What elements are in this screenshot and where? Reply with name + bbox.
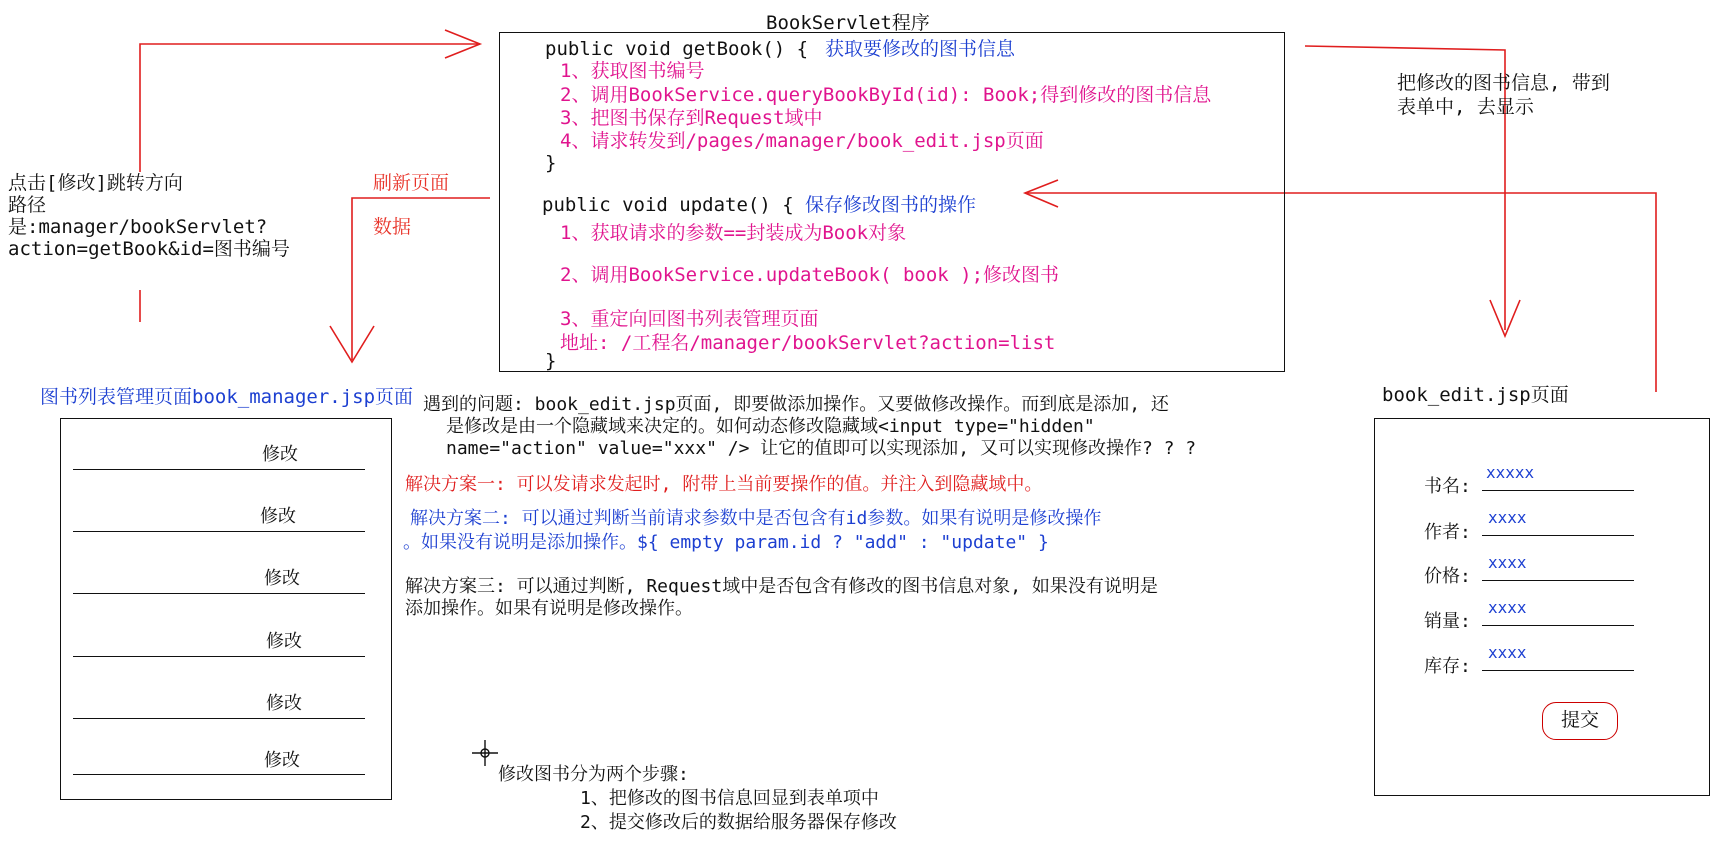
edit-link-3[interactable]: 修改	[264, 568, 300, 589]
manager-page-title: 图书列表管理页面book_manager.jsp页面	[40, 386, 414, 408]
refresh-label-2: 数据	[373, 216, 412, 238]
solution-3-line-2: 添加操作。如果有说明是修改操作。	[405, 598, 693, 619]
problem-line-2: 是修改是由一个隐藏域来决定的。如何动态修改隐藏域<input type="hidden"	[446, 416, 1095, 437]
solution-2-line-1: 解决方案二: 可以通过判断当前请求参数中是否包含有id参数。如果有说明是修改操作	[410, 508, 1102, 529]
update-step-2: 2、调用BookService.updateBook( book );修改图书	[560, 264, 1060, 286]
getbook-comment: 获取要修改的图书信息	[825, 38, 1016, 60]
update-step-3: 3、重定向回图书列表管理页面	[560, 308, 819, 330]
row-divider-2	[73, 531, 365, 532]
field-value-name[interactable]: xxxxx	[1486, 463, 1535, 482]
field-underline-name	[1482, 490, 1634, 491]
row-divider-4	[73, 656, 365, 657]
field-value-stock[interactable]: xxxx	[1488, 643, 1527, 662]
update-step-1: 1、获取请求的参数==封装成为Book对象	[560, 222, 907, 244]
field-underline-price	[1482, 580, 1634, 581]
field-label-author: 作者:	[1424, 522, 1471, 543]
arrowhead-to-servlet	[445, 30, 480, 58]
update-close-brace: }	[545, 350, 557, 372]
row-divider-6	[73, 774, 365, 775]
edit-link-6[interactable]: 修改	[264, 750, 300, 771]
edit-link-1[interactable]: 修改	[262, 444, 298, 465]
left-note-line-1: 点击[修改]跳转方向	[8, 172, 183, 194]
getbook-step-1: 1、获取图书编号	[560, 60, 705, 82]
refresh-label-1: 刷新页面	[373, 172, 450, 194]
getbook-signature: public void getBook() {	[545, 38, 809, 60]
row-divider-1	[73, 469, 365, 470]
field-label-name: 书名:	[1424, 476, 1471, 497]
problem-line-3: name="action" value="xxx" /> 让它的值即可以实现添加, 又可以实现修改操作? ? ?	[446, 438, 1197, 459]
solution-2-line-2: 。如果没有说明是添加操作。${ empty param.id ? "add" : "update" }	[403, 532, 1049, 553]
field-underline-author	[1482, 535, 1634, 536]
steps-item-2: 2、提交修改后的数据给服务器保存修改	[580, 812, 897, 833]
getbook-step-3: 3、把图书保存到Request域中	[560, 107, 823, 129]
left-note-line-3: 是:manager/bookServlet?	[8, 216, 268, 238]
steps-item-1: 1、把修改的图书信息回显到表单项中	[580, 788, 879, 809]
update-signature: public void update() {	[542, 194, 794, 216]
problem-line-1: 遇到的问题: book_edit.jsp页面, 即要做添加操作。又要做修改操作。而到底是添加, 还	[423, 394, 1169, 415]
update-address: 地址: /工程名/manager/bookServlet?action=list	[560, 332, 1056, 354]
submit-button[interactable]: 提交	[1542, 702, 1618, 740]
edit-link-2[interactable]: 修改	[260, 506, 296, 527]
manager-page-box	[60, 418, 392, 800]
solution-1: 解决方案一: 可以发请求发起时, 附带上当前要操作的值。并注入到隐藏域中。	[405, 474, 1043, 495]
right-note-line-1: 把修改的图书信息, 带到	[1397, 72, 1610, 94]
field-label-price: 价格:	[1424, 566, 1471, 587]
field-label-stock: 库存:	[1424, 656, 1471, 677]
edit-page-title: book_edit.jsp页面	[1382, 384, 1569, 406]
getbook-step-2: 2、调用BookService.queryBookById(id): Book;得到修改的图书信息	[560, 84, 1212, 106]
edit-link-5[interactable]: 修改	[266, 693, 302, 714]
left-note-line-2: 路径	[8, 194, 47, 216]
edit-link-4[interactable]: 修改	[266, 631, 302, 652]
getbook-close-brace: }	[545, 152, 557, 174]
field-value-price[interactable]: xxxx	[1488, 553, 1527, 572]
field-label-sales: 销量:	[1424, 611, 1471, 632]
field-value-author[interactable]: xxxx	[1488, 508, 1527, 527]
arrow-to-servlet	[140, 44, 480, 172]
arrowhead-to-edit-page	[1490, 300, 1520, 336]
steps-title: 修改图书分为两个步骤:	[498, 764, 689, 785]
arrowhead-refresh	[330, 326, 374, 362]
left-note-line-4: action=getBook&id=图书编号	[8, 238, 290, 260]
field-underline-stock	[1482, 670, 1634, 671]
field-value-sales[interactable]: xxxx	[1488, 598, 1527, 617]
row-divider-5	[73, 718, 365, 719]
field-underline-sales	[1482, 625, 1634, 626]
getbook-step-4: 4、请求转发到/pages/manager/book_edit.jsp页面	[560, 130, 1044, 152]
right-note-line-2: 表单中, 去显示	[1397, 96, 1534, 118]
cursor-icon	[472, 740, 498, 766]
row-divider-3	[73, 593, 365, 594]
update-comment: 保存修改图书的操作	[805, 194, 977, 216]
solution-3-line-1: 解决方案三: 可以通过判断, Request域中是否包含有修改的图书信息对象, 如果没有说明是	[405, 576, 1158, 597]
servlet-title: BookServlet程序	[766, 12, 930, 34]
